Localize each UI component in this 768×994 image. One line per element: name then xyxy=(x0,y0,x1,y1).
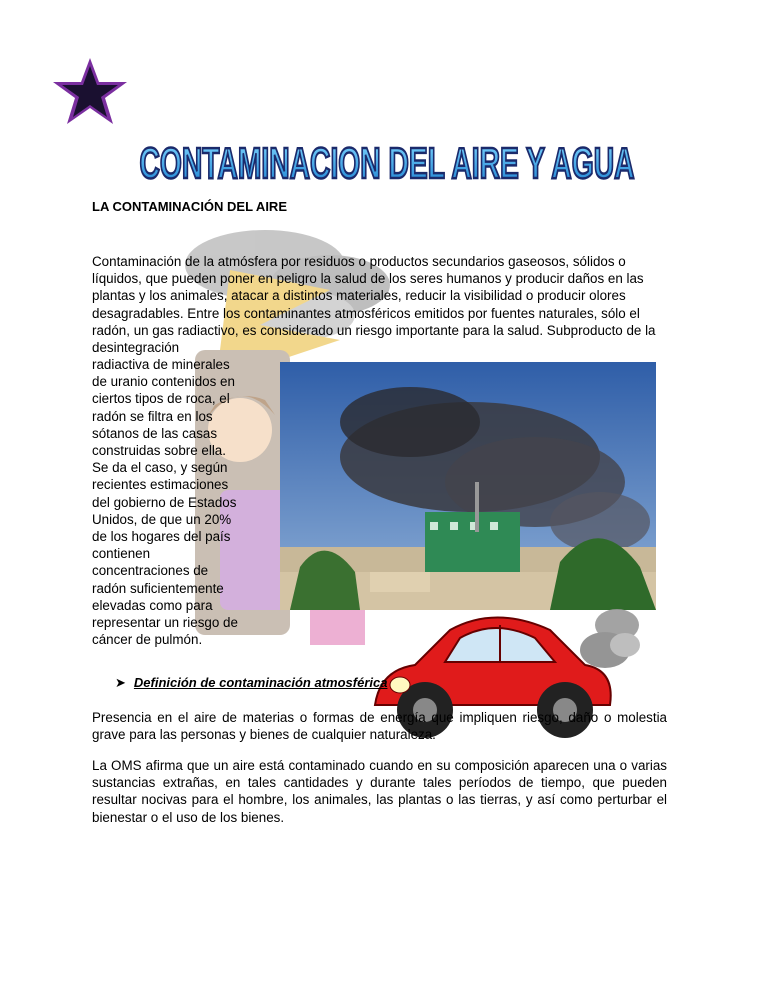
text-line: de los hogares del país xyxy=(92,529,231,545)
intro-paragraph: Contaminación de la atmósfera por residuos o productos secundarios gaseosos, sólidos o líquidos, que pueden poner en peligro la salud de los seres humanos y producir daños en las plantas y los animales, atacar a distintos materiales, reducir la visibilidad o producir olores desagradables. Entre los contaminantes atmosféricos emitidos por fuentes naturales, sólo el radón, un gas radiactivo, es considerado un riesgo importante para la salud. Subproducto de la desintegración xyxy=(92,254,656,356)
page-title xyxy=(135,130,640,190)
oms-paragraph: La OMS afirma que un aire está contaminado cuando en su composición aparecen una o varias sustancias extrañas, en tales cantidades y durante tales períodos de tiempo, que pueden resultar nocivas para el hombre, los animales, las plantas o las tierras, y así como perturbar el bienestar o el uso de los bienes. xyxy=(92,758,667,825)
text-line: radiactiva de minerales xyxy=(92,357,230,372)
text-line: construidas sobre ella. xyxy=(92,443,226,459)
definition-heading: Definición de contaminación atmosférica xyxy=(133,675,388,690)
text-line: recientes estimaciones xyxy=(92,477,229,493)
text-line: Unidos, de que un 20% xyxy=(92,511,232,527)
bullet-arrow-icon: ➤ xyxy=(115,675,126,690)
title-text: CONTAMINACION DEL AIRE Y AGUA xyxy=(139,139,635,188)
pollution-photo xyxy=(280,362,656,610)
text-line: del gobierno de Estados xyxy=(92,494,237,510)
text-line: representar un riesgo de xyxy=(92,615,238,631)
text-line: de uranio contenidos en xyxy=(92,374,235,390)
text-line: Se da el caso, y según xyxy=(92,460,228,476)
text-line: cáncer de pulmón. xyxy=(92,632,203,648)
definition-paragraph: Presencia en el aire de materias o formas de energía que impliquen riesgo, daño o molestia grave para las personas y bienes de cualquier naturaleza. xyxy=(92,710,667,743)
text-line: radón suficientemente xyxy=(92,580,224,596)
definition-bullet xyxy=(115,675,387,691)
star-icon xyxy=(50,56,130,126)
text-line: ciertos tipos de roca, el xyxy=(92,391,230,407)
continuation-paragraph xyxy=(92,356,270,648)
text-line: concentraciones de xyxy=(92,563,209,579)
text-line: elevadas como para xyxy=(92,597,213,613)
text-line: contienen xyxy=(92,546,151,562)
text-line: radón se filtra en los xyxy=(92,408,213,424)
section-heading: LA CONTAMINACIÓN DEL AIRE xyxy=(92,199,287,214)
text-line: sótanos de las casas xyxy=(92,425,218,441)
